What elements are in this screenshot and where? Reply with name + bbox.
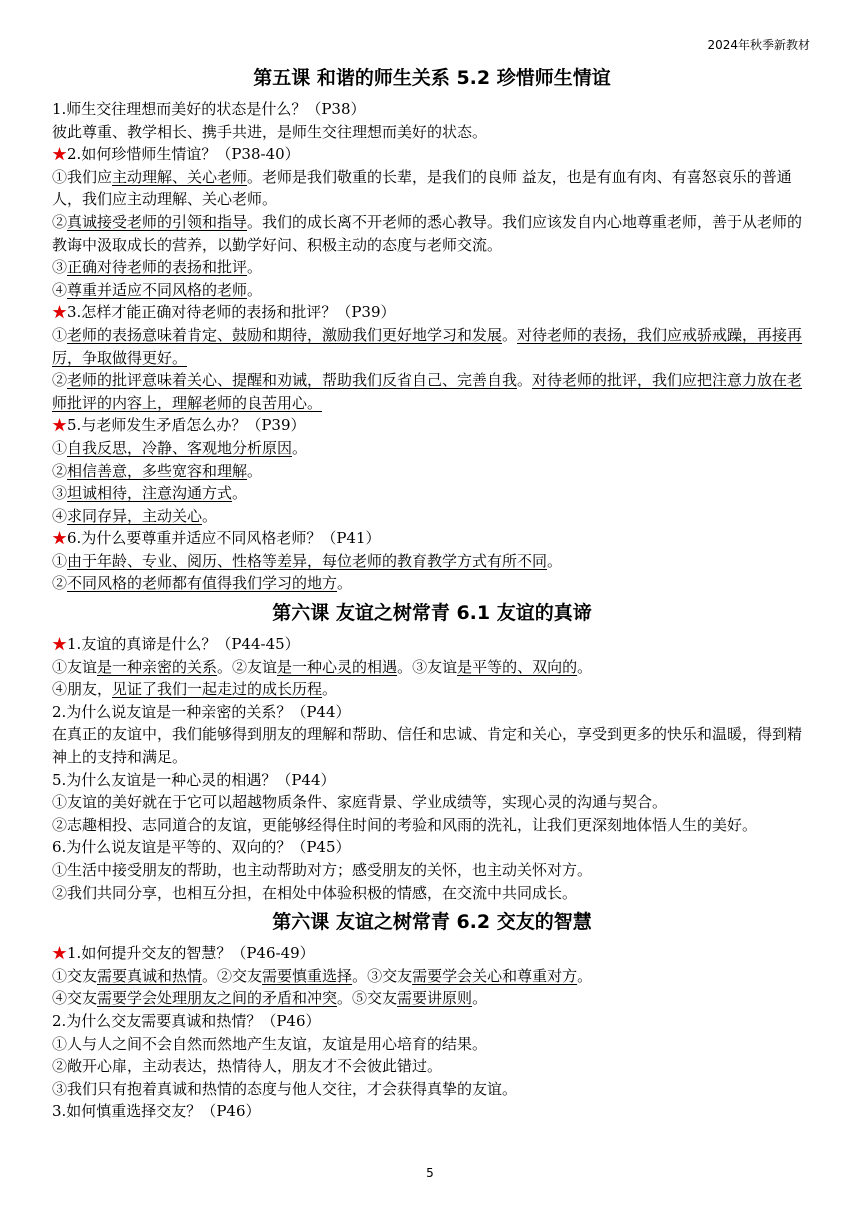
underlined-key-point: 需要讲原则 [397, 989, 473, 1008]
text-span: 6.为什么说友谊是平等的、双向的？（P45） [52, 838, 351, 857]
text-line [52, 98, 812, 121]
underlined-key-point: 老师的批评意味着关心、提醒和劝诫，帮助我们反省自己、完善自我 [67, 371, 518, 390]
text-line [52, 656, 812, 679]
text-span: 。 [292, 438, 308, 457]
text-line [52, 678, 812, 701]
text-line [52, 460, 812, 483]
text-line [52, 256, 812, 279]
text-span: 。 [202, 506, 218, 525]
underlined-key-point: 由于年龄、专业、阅历、性格等差异，每位老师的教育教学方式有所不同 [67, 551, 548, 570]
underlined-key-point: 对待老师的批评，我们应把注意力放在老师批评的内容上，理解老师的良苦用心。 [52, 371, 803, 412]
underlined-key-point: 老师的表扬意味着肯定、鼓励和期待，激励我们更好地学习和发展 [67, 325, 503, 344]
star-icon: ★ [52, 416, 68, 435]
text-span: ③ [52, 484, 68, 503]
text-line [52, 633, 812, 656]
text-span: ①交友 [52, 966, 98, 985]
text-span: ②志趣相投、志同道合的友谊，更能够经得住时间的考验和风雨的洗礼，让我们更深刻地体悟人生的美好。 [52, 815, 758, 834]
text-span: 。 [232, 484, 248, 503]
underlined-key-point: 正确对待老师的表扬和批评 [67, 258, 248, 277]
underlined-key-point: 主动理解、关心老师 [112, 167, 248, 186]
text-span: 1.友谊的真谛是什么？（P44-45） [67, 635, 300, 654]
text-line [52, 701, 812, 724]
text-span: 在真正的友谊中，我们能够得到朋友的理解和帮助、信任和忠诚、肯定和关心，享受到更多的快乐和温暖，得到精神上的支持和满足。 [52, 725, 803, 767]
underlined-key-point: 见证了我们一起走过的成长历程 [112, 680, 323, 699]
text-line [52, 301, 812, 324]
text-span: 。 [322, 680, 338, 699]
star-icon: ★ [52, 944, 68, 963]
text-line [52, 942, 812, 965]
text-span: ① [52, 325, 68, 344]
text-span: 。 [517, 371, 533, 390]
text-line [52, 791, 812, 814]
text-span: 。 [577, 966, 593, 985]
text-span: 。 [472, 989, 488, 1008]
underlined-key-point: 真诚接受老师的引领和指导 [67, 212, 248, 231]
underlined-key-point: 尊重并适应不同风格的老师 [67, 280, 248, 299]
star-icon: ★ [52, 635, 68, 654]
text-span: 。②友谊 [217, 657, 278, 676]
text-line [52, 505, 812, 528]
underlined-key-point: 是一种亲密的关系 [97, 657, 218, 676]
text-line [52, 166, 812, 211]
text-line [52, 769, 812, 792]
star-icon: ★ [52, 529, 68, 548]
text-span: ①友谊的美好就在于它可以超越物质条件、家庭背景、学业成绩等，实现心灵的沟通与契合。 [52, 793, 668, 812]
page-number: 5 [426, 1166, 434, 1180]
text-span: 1.师生交往理想而美好的状态是什么？（P38） [52, 100, 366, 118]
text-span: ② [52, 371, 68, 390]
underlined-key-point: 相信善意，多些宽容和理解 [67, 461, 248, 480]
section-title: 第五课 和谐的师生关系 5.2 珍惜师生情谊 [253, 67, 611, 89]
text-line [52, 882, 812, 905]
text-span: ① [52, 438, 68, 457]
text-line [52, 211, 812, 256]
text-span: ② [52, 574, 68, 593]
text-line [52, 527, 812, 550]
text-line [52, 414, 812, 437]
underlined-key-point: 不同风格的老师都有值得我们学习的地方 [67, 574, 338, 593]
text-line [52, 814, 812, 837]
text-span: 。老师是我们敬重的长辈，是我们的良师 益友，也是有血有肉、有喜怒哀乐的普通人，我们应主动理解、关心老师。 [52, 167, 792, 209]
text-line [52, 482, 812, 505]
text-span: 。③友谊 [397, 657, 458, 676]
text-span: ②我们共同分享，也相互分担，在相处中体验积极的情感，在交流中共同成长。 [52, 883, 578, 902]
underlined-key-point: 对待老师的表扬，我们应戒骄戒躁，再接再厉，争取做得更好。 [52, 325, 803, 367]
text-line [52, 1010, 812, 1033]
text-span: ④朋友， [52, 680, 113, 699]
text-line [52, 723, 812, 768]
text-span: 2.为什么说友谊是一种亲密的关系？（P44） [52, 702, 351, 721]
document-body [52, 60, 812, 1123]
text-line [52, 121, 812, 144]
text-line [52, 324, 812, 369]
underlined-key-point: 需要学会关心和尊重对方 [412, 966, 578, 985]
text-line [52, 279, 812, 302]
text-span: ①生活中接受朋友的帮助，也主动帮助对方；感受朋友的关怀，也主动关怀对方。 [52, 861, 593, 879]
text-span: 。 [577, 657, 593, 676]
text-span: ④交友 [52, 989, 98, 1008]
text-line [52, 965, 812, 988]
text-span: 。 [247, 258, 263, 277]
text-line [52, 1055, 812, 1078]
text-line [52, 550, 812, 573]
text-span: 1.如何提升交友的智慧？（P46-49） [67, 944, 315, 963]
star-icon: ★ [52, 145, 68, 164]
text-span: 。②交友 [202, 966, 263, 985]
text-span: ③我们只有抱着真诚和热情的态度与他人交往，才会获得真挚的友谊。 [52, 1079, 518, 1098]
text-line [52, 859, 812, 882]
text-span: ② [52, 212, 68, 231]
text-span: 。 [547, 551, 563, 570]
text-span: ② [52, 461, 68, 480]
underlined-key-point: 是平等的、双向的 [457, 657, 578, 676]
section-title: 第六课 友谊之树常青 6.2 交友的智慧 [272, 911, 592, 934]
text-line [52, 437, 812, 460]
text-span: 6.为什么要尊重并适应不同风格老师？（P41） [67, 529, 381, 548]
underlined-key-point: 求同存异，主动关心 [67, 506, 203, 525]
underlined-key-point: 需要慎重选择 [262, 966, 353, 985]
text-span: 。 [502, 325, 518, 344]
text-line [52, 1100, 812, 1123]
text-span: ②敞开心扉，主动表达，热情待人，朋友才不会彼此错过。 [52, 1057, 443, 1076]
text-span: ①人与人之间不会自然而然地产生友谊，友谊是用心培育的结果。 [52, 1034, 488, 1053]
text-span: 。③交友 [352, 966, 413, 985]
text-span: 3.怎样才能正确对待老师的表扬和批评？（P39） [67, 303, 396, 322]
text-span: ④ [52, 280, 68, 299]
text-line [52, 572, 812, 595]
text-span: 5.与老师发生矛盾怎么办？（P39） [67, 416, 306, 435]
text-span: 。⑤交友 [337, 989, 398, 1008]
underlined-key-point: 需要真诚和热情 [97, 966, 203, 985]
section-title: 第六课 友谊之树常青 6.1 友谊的真谛 [272, 602, 592, 625]
text-span: 。 [337, 574, 353, 593]
underlined-key-point: 坦诚相待，注意沟通方式 [67, 484, 233, 503]
text-span: 3.如何慎重选择交友？（P46） [52, 1102, 261, 1121]
text-span: 。 [247, 280, 263, 299]
text-line [52, 987, 812, 1010]
star-icon: ★ [52, 303, 68, 322]
underlined-key-point: 自我反思，冷静、客观地分析原因 [67, 438, 293, 457]
text-span: 5.为什么友谊是一种心灵的相遇？（P44） [52, 770, 336, 789]
text-span: 2.如何珍惜师生情谊？（P38-40） [67, 145, 300, 164]
text-span: 彼此尊重、教学相长、携手共进，是师生交往理想而美好的状态。 [52, 122, 488, 141]
text-line [52, 836, 812, 859]
text-line [52, 369, 812, 414]
text-span: ③ [52, 258, 68, 277]
text-span: 2.为什么交友需要真诚和热情？（P46） [52, 1011, 321, 1030]
text-span: 。我们的成长离不开老师的悉心教导。我们应该发自内心地尊重老师，善于从老师的教诲中汲取成长的营养，以勤学好问、积极主动的态度与老师交流。 [52, 212, 803, 254]
text-line [52, 1078, 812, 1101]
text-line [52, 143, 812, 166]
underlined-key-point: 是一种心灵的相遇 [277, 657, 398, 676]
text-line [52, 1033, 812, 1056]
text-span: ① [52, 551, 68, 570]
text-span: 。 [247, 461, 263, 480]
header-label: 2024年秋季新教材 [707, 38, 810, 52]
text-span: ④ [52, 506, 68, 525]
text-span: ①友谊 [52, 657, 98, 676]
underlined-key-point: 需要学会处理朋友之间的矛盾和冲突 [97, 989, 338, 1008]
text-span: ①我们应 [52, 167, 113, 186]
